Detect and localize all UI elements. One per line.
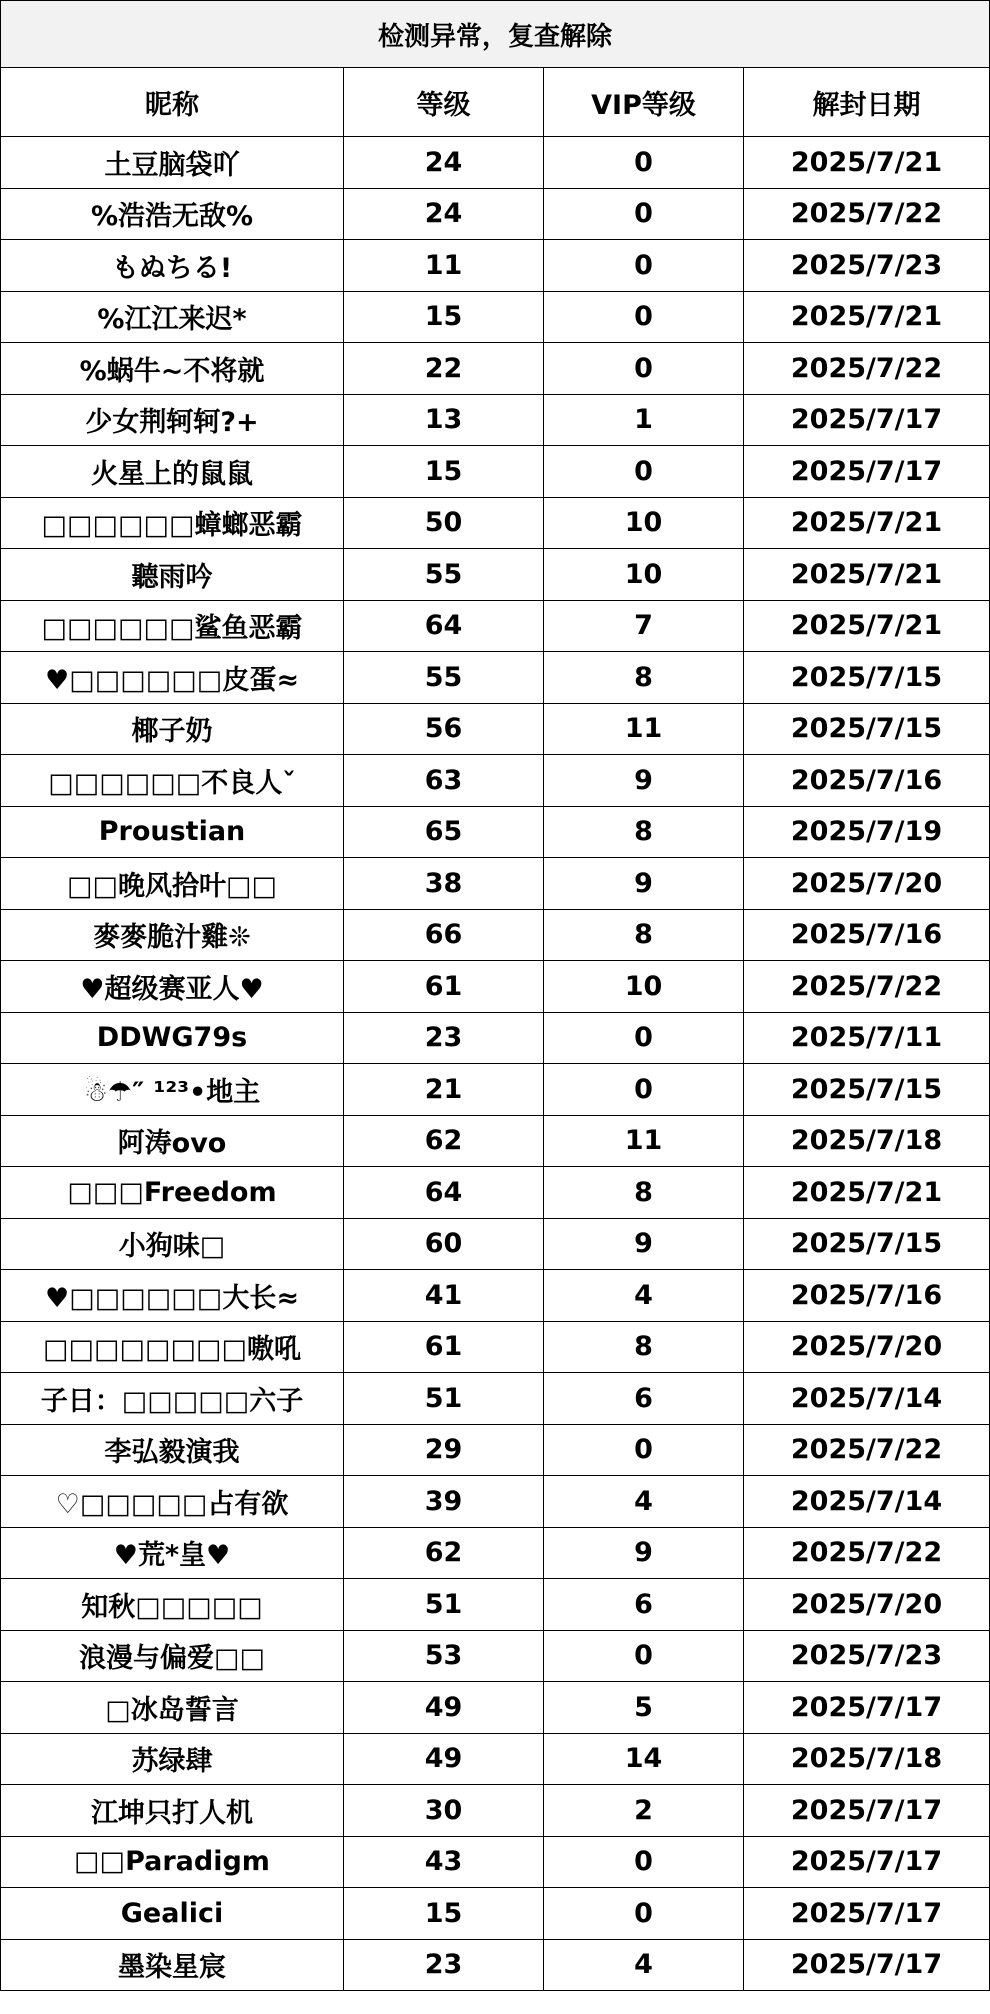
vip-level-cell: 0 [544, 291, 744, 343]
table-row [1, 137, 990, 189]
table-row [1, 1373, 990, 1425]
vip-level-cell: 0 [544, 1012, 744, 1064]
unban-date-cell: 2025/7/20 [744, 858, 990, 910]
unban-date-cell: 2025/7/21 [744, 1167, 990, 1219]
table-body [1, 137, 990, 1991]
vip-level-cell: 1 [544, 394, 744, 446]
level-cell: 24 [344, 188, 544, 240]
table-row [1, 1115, 990, 1167]
level-cell: 38 [344, 858, 544, 910]
vip-level-cell: 6 [544, 1579, 744, 1631]
nickname-cell: 阿涛ovo [1, 1115, 344, 1167]
nickname-cell: DDWG79s [1, 1012, 344, 1064]
vip-level-cell: 4 [544, 1270, 744, 1322]
unban-date-cell: 2025/7/16 [744, 909, 990, 961]
unban-date-cell: 2025/7/23 [744, 1630, 990, 1682]
unban-date-cell: 2025/7/17 [744, 1888, 990, 1940]
table-row [1, 806, 990, 858]
nickname-cell: 土豆脑袋吖 [1, 137, 344, 189]
vip-level-cell: 0 [544, 343, 744, 395]
nickname-cell: 苏绿肆 [1, 1733, 344, 1785]
table-row [1, 1682, 990, 1734]
vip-level-cell: 14 [544, 1733, 744, 1785]
level-cell: 21 [344, 1064, 544, 1116]
unban-date-cell: 2025/7/23 [744, 240, 990, 292]
table-title: 检测异常，复查解除 [1, 1, 990, 68]
column-header-nickname: 昵称 [1, 68, 344, 137]
unban-date-cell: 2025/7/17 [744, 446, 990, 498]
table-row [1, 240, 990, 292]
vip-level-cell: 9 [544, 858, 744, 910]
level-cell: 55 [344, 652, 544, 704]
level-cell: 23 [344, 1939, 544, 1991]
nickname-cell: 聽雨吟 [1, 549, 344, 601]
level-cell: 41 [344, 1270, 544, 1322]
table-row [1, 600, 990, 652]
vip-level-cell: 0 [544, 137, 744, 189]
vip-level-cell: 8 [544, 1321, 744, 1373]
unban-date-cell: 2025/7/14 [744, 1373, 990, 1425]
unban-date-cell: 2025/7/21 [744, 497, 990, 549]
level-cell: 15 [344, 291, 544, 343]
level-cell: 66 [344, 909, 544, 961]
level-cell: 62 [344, 1115, 544, 1167]
nickname-cell: □□□□□□鲨鱼恶霸 [1, 600, 344, 652]
level-cell: 13 [344, 394, 544, 446]
unban-date-cell: 2025/7/20 [744, 1321, 990, 1373]
vip-level-cell: 0 [544, 1630, 744, 1682]
level-cell: 60 [344, 1218, 544, 1270]
vip-level-cell: 10 [544, 961, 744, 1013]
level-cell: 22 [344, 343, 544, 395]
nickname-cell: ♥荒*皇♥ [1, 1527, 344, 1579]
unban-date-cell: 2025/7/15 [744, 1064, 990, 1116]
table-row [1, 394, 990, 446]
level-cell: 51 [344, 1373, 544, 1425]
table-row [1, 1012, 990, 1064]
level-cell: 49 [344, 1682, 544, 1734]
nickname-cell: Gealici [1, 1888, 344, 1940]
unban-date-cell: 2025/7/18 [744, 1115, 990, 1167]
nickname-cell: もぬちる! [1, 240, 344, 292]
table-row [1, 1321, 990, 1373]
nickname-cell: ☃☂″ ¹²³•地主 [1, 1064, 344, 1116]
header-row [1, 68, 990, 137]
unban-date-cell: 2025/7/15 [744, 1218, 990, 1270]
unban-date-cell: 2025/7/14 [744, 1476, 990, 1528]
level-cell: 51 [344, 1579, 544, 1631]
unban-date-cell: 2025/7/21 [744, 600, 990, 652]
table-row [1, 1733, 990, 1785]
level-cell: 50 [344, 497, 544, 549]
vip-level-cell: 0 [544, 1064, 744, 1116]
unban-date-cell: 2025/7/11 [744, 1012, 990, 1064]
vip-level-cell: 6 [544, 1373, 744, 1425]
nickname-cell: ♥□□□□□□皮蛋≈ [1, 652, 344, 704]
nickname-cell: 李弘毅演我 [1, 1424, 344, 1476]
vip-level-cell: 8 [544, 652, 744, 704]
table-row [1, 549, 990, 601]
vip-level-cell: 8 [544, 1167, 744, 1219]
level-cell: 49 [344, 1733, 544, 1785]
vip-level-cell: 4 [544, 1939, 744, 1991]
nickname-cell: 子日：□□□□□六子 [1, 1373, 344, 1425]
nickname-cell: ♥□□□□□□大长≈ [1, 1270, 344, 1322]
table-row [1, 703, 990, 755]
table-row [1, 858, 990, 910]
nickname-cell: □□□□□□□□嗷吼 [1, 1321, 344, 1373]
unban-date-cell: 2025/7/17 [744, 1785, 990, 1837]
table-row [1, 1424, 990, 1476]
level-cell: 39 [344, 1476, 544, 1528]
vip-level-cell: 0 [544, 188, 744, 240]
unban-date-cell: 2025/7/21 [744, 137, 990, 189]
table-row [1, 909, 990, 961]
level-cell: 63 [344, 755, 544, 807]
level-cell: 30 [344, 1785, 544, 1837]
vip-level-cell: 9 [544, 755, 744, 807]
unban-date-cell: 2025/7/17 [744, 1836, 990, 1888]
table-row [1, 1939, 990, 1991]
title-row [1, 1, 990, 68]
nickname-cell: 火星上的鼠鼠 [1, 446, 344, 498]
nickname-cell: 浪漫与偏爱□□ [1, 1630, 344, 1682]
vip-level-cell: 9 [544, 1218, 744, 1270]
level-cell: 64 [344, 600, 544, 652]
nickname-cell: 墨染星宸 [1, 1939, 344, 1991]
table-row [1, 446, 990, 498]
vip-level-cell: 8 [544, 909, 744, 961]
unban-date-cell: 2025/7/18 [744, 1733, 990, 1785]
table-row [1, 188, 990, 240]
nickname-cell: 知秋□□□□□ [1, 1579, 344, 1631]
nickname-cell: %江江来迟* [1, 291, 344, 343]
level-cell: 55 [344, 549, 544, 601]
nickname-cell: 椰子奶 [1, 703, 344, 755]
nickname-cell: 江坤只打人机 [1, 1785, 344, 1837]
vip-level-cell: 2 [544, 1785, 744, 1837]
vip-level-cell: 0 [544, 1424, 744, 1476]
table-row [1, 1579, 990, 1631]
level-cell: 29 [344, 1424, 544, 1476]
unban-date-cell: 2025/7/22 [744, 188, 990, 240]
nickname-cell: Proustian [1, 806, 344, 858]
level-cell: 15 [344, 446, 544, 498]
vip-level-cell: 11 [544, 1115, 744, 1167]
unban-date-cell: 2025/7/16 [744, 755, 990, 807]
vip-level-cell: 8 [544, 806, 744, 858]
table-row [1, 1476, 990, 1528]
level-cell: 23 [344, 1012, 544, 1064]
table-row [1, 1785, 990, 1837]
level-cell: 15 [344, 1888, 544, 1940]
vip-level-cell: 0 [544, 446, 744, 498]
unban-date-cell: 2025/7/17 [744, 1939, 990, 1991]
level-cell: 53 [344, 1630, 544, 1682]
table-row [1, 961, 990, 1013]
table-row [1, 1527, 990, 1579]
unban-date-cell: 2025/7/17 [744, 394, 990, 446]
unban-date-cell: 2025/7/17 [744, 1682, 990, 1734]
vip-level-cell: 11 [544, 703, 744, 755]
nickname-cell: □□□□□□不良人ˇ [1, 755, 344, 807]
table-row [1, 1888, 990, 1940]
nickname-cell: □□□Freedom [1, 1167, 344, 1219]
nickname-cell: □冰岛誓言 [1, 1682, 344, 1734]
unban-date-cell: 2025/7/22 [744, 961, 990, 1013]
nickname-cell: ♡□□□□□占有欲 [1, 1476, 344, 1528]
unban-date-cell: 2025/7/22 [744, 1424, 990, 1476]
table-row [1, 755, 990, 807]
vip-level-cell: 7 [544, 600, 744, 652]
vip-level-cell: 5 [544, 1682, 744, 1734]
unban-date-cell: 2025/7/20 [744, 1579, 990, 1631]
table-row [1, 1167, 990, 1219]
level-cell: 61 [344, 1321, 544, 1373]
nickname-cell: □□晚风拾叶□□ [1, 858, 344, 910]
unban-date-cell: 2025/7/19 [744, 806, 990, 858]
nickname-cell: □□Paradigm [1, 1836, 344, 1888]
unban-date-cell: 2025/7/22 [744, 343, 990, 395]
table-row [1, 497, 990, 549]
table-row [1, 652, 990, 704]
level-cell: 62 [344, 1527, 544, 1579]
table-row [1, 1630, 990, 1682]
nickname-cell: 麥麥脆汁雞❊ [1, 909, 344, 961]
nickname-cell: %蜗牛~不将就 [1, 343, 344, 395]
column-header-unban-date: 解封日期 [744, 68, 990, 137]
nickname-cell: ♥超级赛亚人♥ [1, 961, 344, 1013]
unban-date-cell: 2025/7/21 [744, 291, 990, 343]
table-row [1, 1064, 990, 1116]
table-row [1, 291, 990, 343]
vip-level-cell: 0 [544, 1888, 744, 1940]
table-row [1, 343, 990, 395]
column-header-level: 等级 [344, 68, 544, 137]
nickname-cell: 小狗味□ [1, 1218, 344, 1270]
table-row [1, 1836, 990, 1888]
vip-level-cell: 0 [544, 1836, 744, 1888]
unban-date-cell: 2025/7/15 [744, 703, 990, 755]
vip-level-cell: 4 [544, 1476, 744, 1528]
vip-level-cell: 10 [544, 549, 744, 601]
column-header-vip-level: VIP等级 [544, 68, 744, 137]
level-cell: 11 [344, 240, 544, 292]
level-cell: 64 [344, 1167, 544, 1219]
table-row [1, 1270, 990, 1322]
unban-date-cell: 2025/7/15 [744, 652, 990, 704]
level-cell: 43 [344, 1836, 544, 1888]
nickname-cell: 少女荆轲轲?+ [1, 394, 344, 446]
unban-date-cell: 2025/7/16 [744, 1270, 990, 1322]
nickname-cell: □□□□□□蟑螂恶霸 [1, 497, 344, 549]
level-cell: 24 [344, 137, 544, 189]
table-row [1, 1218, 990, 1270]
unban-date-cell: 2025/7/21 [744, 549, 990, 601]
level-cell: 56 [344, 703, 544, 755]
nickname-cell: %浩浩无敌% [1, 188, 344, 240]
vip-level-cell: 0 [544, 240, 744, 292]
vip-level-cell: 10 [544, 497, 744, 549]
unban-date-cell: 2025/7/22 [744, 1527, 990, 1579]
vip-level-cell: 9 [544, 1527, 744, 1579]
level-cell: 61 [344, 961, 544, 1013]
level-cell: 65 [344, 806, 544, 858]
